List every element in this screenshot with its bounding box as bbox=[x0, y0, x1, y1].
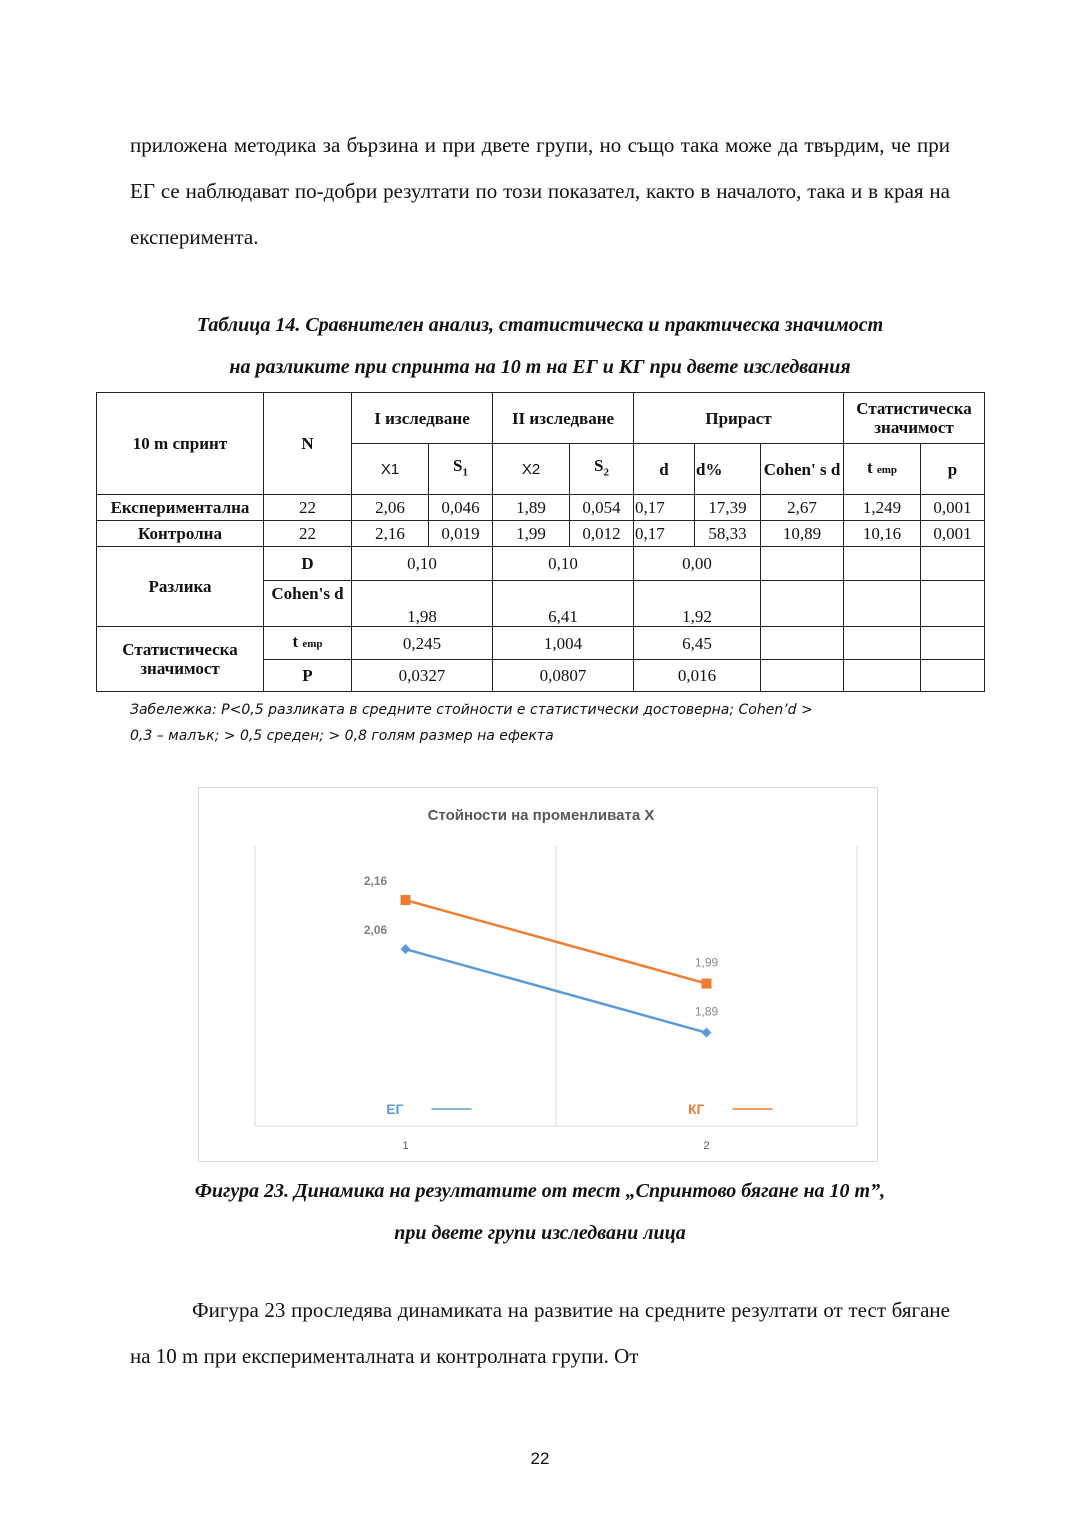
row-s1: 0,046 bbox=[429, 495, 493, 521]
chart-svg bbox=[199, 788, 879, 1163]
row-s2: 0,054 bbox=[570, 495, 634, 521]
data-point bbox=[401, 944, 411, 954]
data-point bbox=[702, 1028, 712, 1038]
sig-t-value: 0,245 bbox=[352, 627, 493, 660]
legend-label: ЕГ bbox=[386, 1101, 404, 1117]
header-d-percent: d% bbox=[695, 444, 761, 495]
row-x2: 1,89 bbox=[493, 495, 570, 521]
table-caption-line-1: Таблица 14. Сравнителен анализ, статистическа и практическа значимост bbox=[196, 314, 884, 336]
paragraph-intro: приложена методика за бързина и при двете групи, но също така може да твърдим, че при ЕГ се наблюдават по-добри резултати по този показател, както в началото, така и в края на експеримента. bbox=[130, 133, 950, 249]
header-d: d bbox=[634, 444, 695, 495]
x-tick-label: 2 bbox=[703, 1140, 710, 1152]
row-d-percent: 58,33 bbox=[695, 521, 761, 547]
empty-cell bbox=[844, 581, 921, 627]
row-x2: 1,99 bbox=[493, 521, 570, 547]
sig-p-value: 0,0327 bbox=[352, 660, 493, 692]
data-point bbox=[401, 895, 411, 905]
sig-p-label: P bbox=[264, 660, 352, 692]
header-sprint: 10 m спринт bbox=[97, 393, 264, 495]
empty-cell bbox=[844, 660, 921, 692]
header-research-2: II изследване bbox=[493, 393, 634, 444]
header-s2-sub: 2 bbox=[603, 466, 609, 479]
header-research-1: I изследване bbox=[352, 393, 493, 444]
empty-cell bbox=[844, 627, 921, 660]
paragraph-figure-discussion: Фигура 23 проследява динамиката на развитие на средните резултати от тест бягане на 10 m при експерименталната и контролната групи. От bbox=[130, 1298, 950, 1368]
x-tick-label: 1 bbox=[402, 1140, 409, 1152]
note-line-1: Забележка: P<0,5 разликата в средните стойности е статистически достоверна; Cohen’d > bbox=[130, 702, 813, 718]
figure-caption bbox=[96, 1170, 984, 1254]
line-chart bbox=[198, 787, 878, 1162]
empty-cell bbox=[844, 547, 921, 581]
sig-t-letter: t bbox=[292, 632, 299, 651]
empty-cell bbox=[761, 547, 844, 581]
empty-cell bbox=[761, 627, 844, 660]
sig-t-value: 1,004 bbox=[493, 627, 634, 660]
figure-caption-line-1: Фигура 23. Динамика на резултатите от тест „Спринтово бягане на 10 m”, bbox=[194, 1180, 886, 1202]
header-s2-letter: S bbox=[594, 455, 604, 475]
chart-x-ticks bbox=[402, 1140, 709, 1152]
data-label: 1,99 bbox=[694, 955, 719, 970]
table-row bbox=[97, 495, 985, 521]
row-s1: 0,019 bbox=[429, 521, 493, 547]
legend-label: КГ bbox=[688, 1101, 705, 1117]
row-t-emp: 10,16 bbox=[844, 521, 921, 547]
row-s2: 0,012 bbox=[570, 521, 634, 547]
chart-grid bbox=[255, 846, 857, 1126]
table-caption bbox=[96, 304, 984, 388]
empty-cell bbox=[761, 660, 844, 692]
row-cohen: 2,67 bbox=[761, 495, 844, 521]
chart-legend bbox=[386, 1101, 772, 1117]
diff-cohen-value: 6,41 bbox=[493, 581, 634, 627]
row-group: Контролна bbox=[97, 521, 264, 547]
diff-cohen-value: 1,92 bbox=[634, 581, 761, 627]
header-x2: X2 bbox=[493, 444, 570, 495]
header-growth: Прираст bbox=[634, 393, 844, 444]
row-x1: 2,06 bbox=[352, 495, 429, 521]
data-label: 1,89 bbox=[694, 1004, 719, 1019]
header-s1 bbox=[429, 444, 493, 495]
diff-d-value: 0,10 bbox=[493, 547, 634, 581]
header-t-emp-sub: emp bbox=[876, 464, 898, 476]
row-n: 22 bbox=[264, 521, 352, 547]
header-t-emp-letter: t bbox=[866, 458, 873, 477]
diff-d-value: 0,00 bbox=[634, 547, 761, 581]
data-label: 2,16 bbox=[363, 874, 388, 889]
header-x1: X1 bbox=[352, 444, 429, 495]
sig-t-sub: emp bbox=[302, 638, 323, 650]
empty-cell bbox=[921, 627, 985, 660]
row-p: 0,001 bbox=[921, 521, 985, 547]
header-n: N bbox=[264, 393, 352, 495]
page-number: 22 bbox=[530, 1449, 550, 1468]
empty-cell bbox=[761, 581, 844, 627]
sig-p-value: 0,0807 bbox=[493, 660, 634, 692]
row-group: Експериментална bbox=[97, 495, 264, 521]
table-note bbox=[130, 697, 960, 749]
header-s2 bbox=[570, 444, 634, 495]
empty-cell bbox=[921, 581, 985, 627]
row-d: 0,17 bbox=[634, 495, 695, 521]
header-t-emp bbox=[844, 444, 921, 495]
sig-label: Статистическа значимост bbox=[97, 627, 264, 692]
note-line-2: 0,3 – малък; > 0,5 среден; > 0,8 голям размер на ефекта bbox=[130, 728, 554, 744]
row-d: 0,17 bbox=[634, 521, 695, 547]
diff-d-label: D bbox=[264, 547, 352, 581]
sig-t-value: 6,45 bbox=[634, 627, 761, 660]
row-n: 22 bbox=[264, 495, 352, 521]
data-label: 2,06 bbox=[363, 923, 388, 938]
row-cohen: 10,89 bbox=[761, 521, 844, 547]
header-stat-significance: Статистическа значимост bbox=[844, 393, 985, 444]
row-t-emp: 1,249 bbox=[844, 495, 921, 521]
header-s1-sub: 1 bbox=[462, 466, 468, 479]
sig-p-value: 0,016 bbox=[634, 660, 761, 692]
table-caption-line-2: на разликите при спринта на 10 m на ЕГ и КГ при двете изследвания bbox=[229, 356, 851, 378]
data-point bbox=[702, 979, 712, 989]
diff-label: Разлика bbox=[97, 547, 264, 627]
diff-cohen-label: Cohen's d bbox=[264, 581, 352, 627]
empty-cell bbox=[921, 660, 985, 692]
sig-t-label bbox=[264, 627, 352, 660]
header-s1-letter: S bbox=[453, 455, 463, 475]
chart-series-group bbox=[364, 874, 719, 1038]
empty-cell bbox=[921, 547, 985, 581]
chart-title: Стойности на променливата X bbox=[427, 807, 655, 824]
diff-d-value: 0,10 bbox=[352, 547, 493, 581]
table-row bbox=[97, 521, 985, 547]
diff-cohen-value: 1,98 bbox=[352, 581, 493, 627]
header-cohen: Cohen' s d bbox=[761, 444, 844, 495]
row-d-percent: 17,39 bbox=[695, 495, 761, 521]
figure-caption-line-2: при двете групи изследвани лица bbox=[394, 1222, 686, 1244]
comparison-table bbox=[96, 392, 985, 692]
row-p: 0,001 bbox=[921, 495, 985, 521]
header-p: p bbox=[921, 444, 985, 495]
row-x1: 2,16 bbox=[352, 521, 429, 547]
